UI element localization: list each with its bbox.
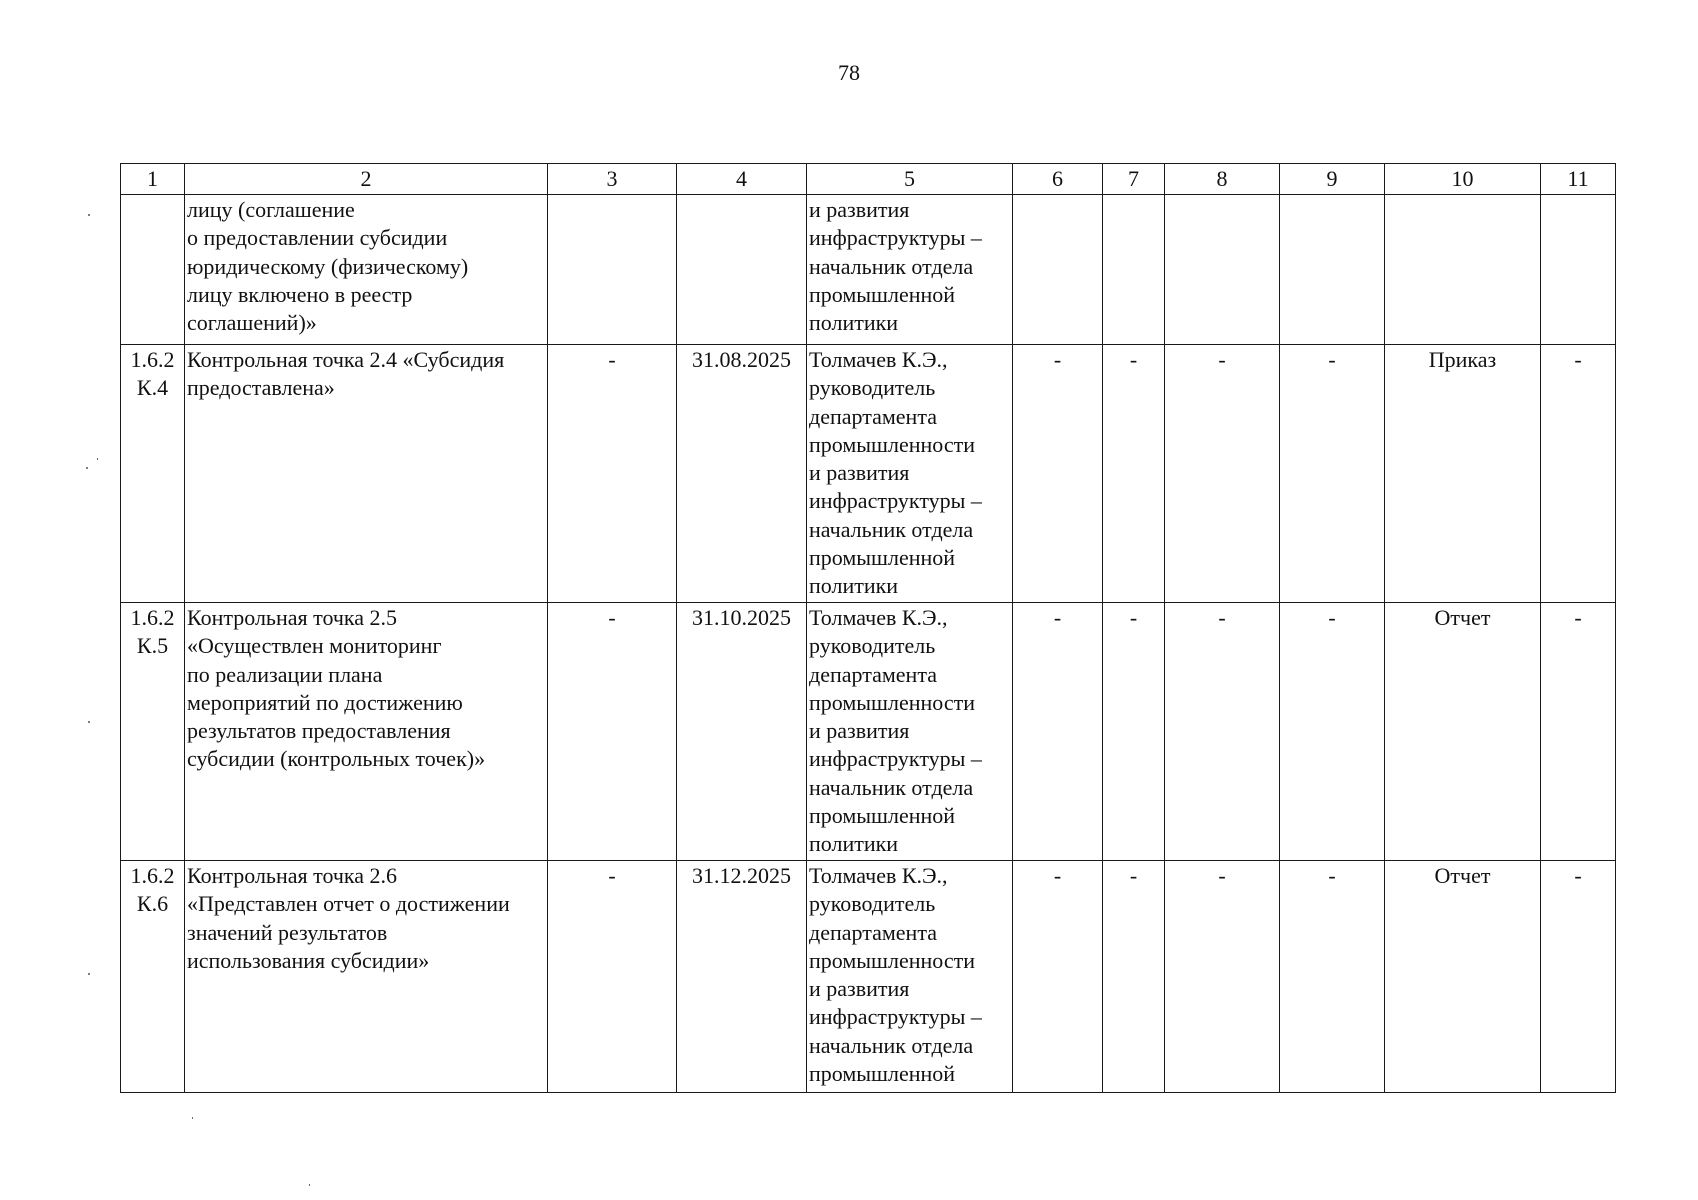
- row-number: 1.6.2 К.6: [121, 861, 185, 1093]
- row-col3: -: [548, 861, 677, 1093]
- header-row: [121, 164, 1616, 195]
- row-col9: -: [1280, 861, 1385, 1093]
- scan-speck: [88, 973, 90, 975]
- table-row: [121, 345, 1616, 603]
- row-document: Приказ: [1385, 345, 1541, 603]
- table-row: [121, 861, 1616, 1093]
- row-name: Контрольная точка 2.4 «Субсидия предоставлена»: [185, 345, 548, 603]
- column-header-3: 3: [548, 164, 677, 195]
- column-header-1: 1: [121, 164, 185, 195]
- scan-speck: [97, 458, 98, 460]
- column-header-7: 7: [1103, 164, 1165, 195]
- row-date: 31.08.2025: [677, 345, 807, 603]
- row-col8: -: [1165, 345, 1280, 603]
- row-col9: -: [1280, 603, 1385, 861]
- table-row: [121, 195, 1616, 345]
- column-header-10: 10: [1385, 164, 1541, 195]
- row-col3: [548, 195, 677, 345]
- row-document: Отчет: [1385, 861, 1541, 1093]
- column-header-5: 5: [807, 164, 1013, 195]
- row-col11: -: [1541, 603, 1616, 861]
- row-responsible: Толмачев К.Э., руководитель департамента промышленности и развития инфраструктуры – начальник отдела промышленной политики: [807, 603, 1013, 861]
- row-col11: [1541, 195, 1616, 345]
- row-col7: [1103, 195, 1165, 345]
- scan-speck: [192, 1117, 193, 1119]
- row-col3: -: [548, 603, 677, 861]
- row-document: [1385, 195, 1541, 345]
- column-header-9: 9: [1280, 164, 1385, 195]
- row-col6: -: [1013, 603, 1103, 861]
- table-body: [121, 195, 1616, 1093]
- column-header-4: 4: [677, 164, 807, 195]
- row-responsible: Толмачев К.Э., руководитель департамента промышленности и развития инфраструктуры – начальник отдела промышленной: [807, 861, 1013, 1093]
- row-date: 31.10.2025: [677, 603, 807, 861]
- row-col9: [1280, 195, 1385, 345]
- table-row: [121, 603, 1616, 861]
- scan-speck: [309, 1184, 310, 1186]
- column-header-11: 11: [1541, 164, 1616, 195]
- row-number: 1.6.2 К.5: [121, 603, 185, 861]
- row-date: 31.12.2025: [677, 861, 807, 1093]
- row-number: [121, 195, 185, 345]
- row-col7: -: [1103, 603, 1165, 861]
- row-col11: -: [1541, 861, 1616, 1093]
- row-responsible: Толмачев К.Э., руководитель департамента промышленности и развития инфраструктуры – начальник отдела промышленной политики: [807, 345, 1013, 603]
- row-col7: -: [1103, 345, 1165, 603]
- scan-speck: [86, 467, 88, 469]
- plan-table: [120, 163, 1616, 1093]
- column-header-2: 2: [185, 164, 548, 195]
- row-col6: -: [1013, 861, 1103, 1093]
- scan-speck: [88, 721, 90, 723]
- row-col8: -: [1165, 603, 1280, 861]
- row-date: [677, 195, 807, 345]
- row-responsible: и развития инфраструктуры – начальник отдела промышленной политики: [807, 195, 1013, 345]
- row-col6: [1013, 195, 1103, 345]
- column-header-8: 8: [1165, 164, 1280, 195]
- row-col8: -: [1165, 861, 1280, 1093]
- row-name: Контрольная точка 2.5 «Осуществлен мониторинг по реализации плана мероприятий по достижению результатов предоставления субсидии (контрольных точек)»: [185, 603, 548, 861]
- row-col7: -: [1103, 861, 1165, 1093]
- row-name: лицу (соглашение о предоставлении субсидии юридическому (физическому) лицу включено в реестр соглашений)»: [185, 195, 548, 345]
- row-col9: -: [1280, 345, 1385, 603]
- row-number: 1.6.2 К.4: [121, 345, 185, 603]
- row-name: Контрольная точка 2.6 «Представлен отчет о достижении значений результатов использования субсидии»: [185, 861, 548, 1093]
- column-header-6: 6: [1013, 164, 1103, 195]
- row-col11: -: [1541, 345, 1616, 603]
- page-number: 78: [838, 60, 860, 85]
- row-col3: -: [548, 345, 677, 603]
- row-col8: [1165, 195, 1280, 345]
- row-col6: -: [1013, 345, 1103, 603]
- scan-speck: [88, 214, 90, 216]
- row-document: Отчет: [1385, 603, 1541, 861]
